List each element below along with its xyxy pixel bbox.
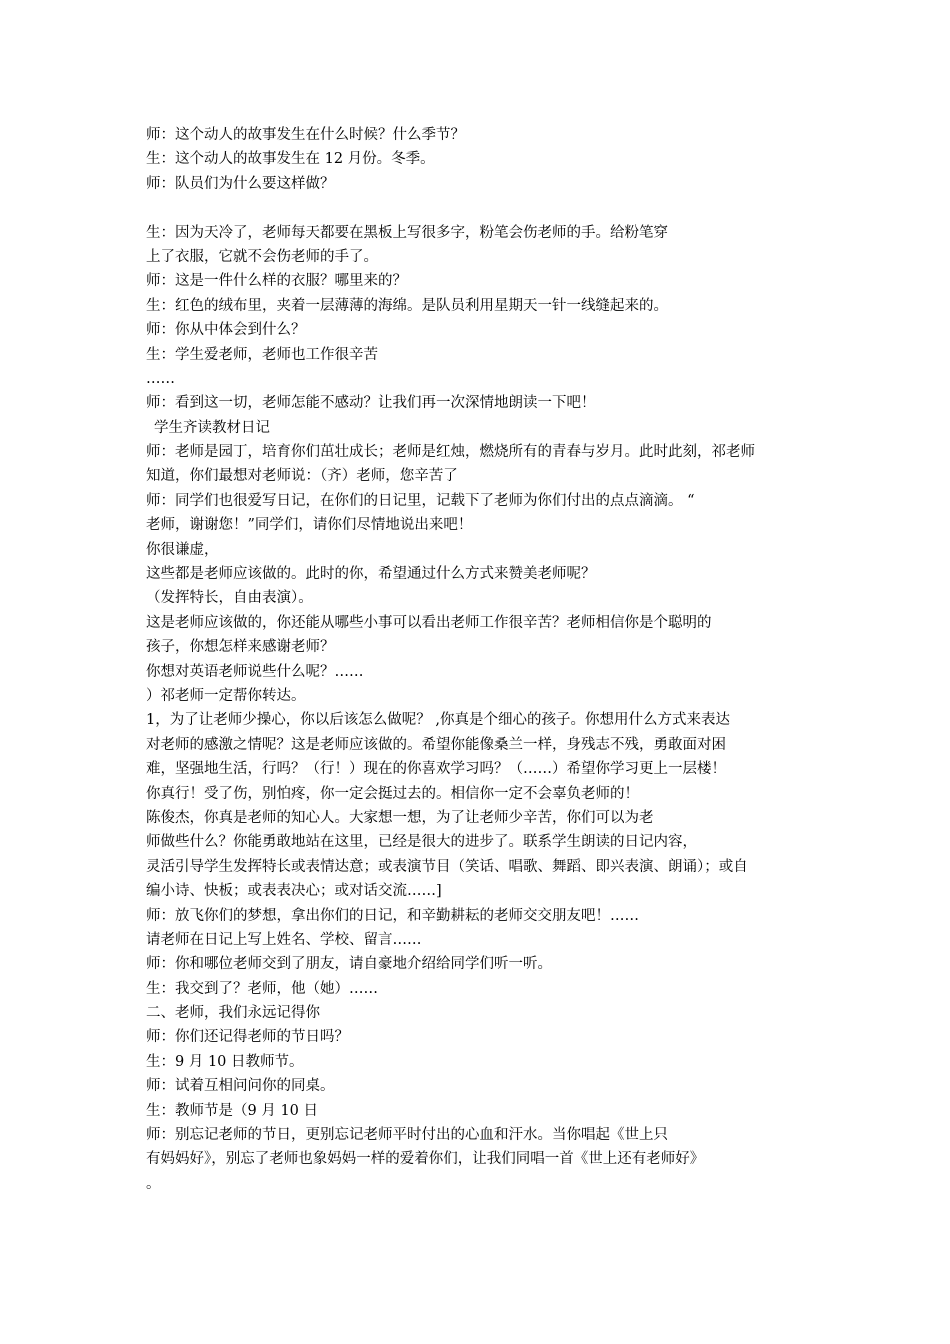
text-line: 这些都是老师应该做的。此时的你，希望通过什么方式来赞美老师呢？ [146,566,596,583]
text-line: 孩子，你想怎样来感谢老师？ [146,639,335,656]
text-line: 师：这个动人的故事发生在什么时候？什么季节？ [146,127,465,143]
text-line: 师：同学们也很爱写日记，在你们的日记里，记载下了老师为你们付出的点点滴滴。 “ [146,492,695,509]
text-line: 师：看到这一切，老师怎能不感动？让我们再一次深情地朗读一下吧！ [146,395,596,412]
text-line: 生：我交到了？老师，他（她）…… [146,980,378,997]
text-line: 编小诗、快板；或表表决心；或对话交流……] [146,883,442,900]
text-line: 师：你从中体会到什么？ [146,322,306,339]
text-line: 难，坚强地生活，行吗？（行！）现在的你喜欢学习吗？（……）希望你学习更上一层楼！ [146,761,726,778]
text-line: 师：试着互相问问你的同桌。 [146,1078,335,1095]
text-line: 你很谦虚， [146,541,219,558]
text-line: 学生齐读教材日记 [154,419,270,436]
blank-line [146,196,810,220]
text-line: 上了衣服，它就不会伤老师的手了。 [146,248,378,265]
text-line: 你想对英语老师说些什么呢？…… [146,663,364,680]
text-line: 师：别忘记老师的节日，更别忘记老师平时付出的心血和汗水。当你唱起《世上只 [146,1127,668,1144]
document-body [146,123,810,1196]
text-line: 请老师在日记上写上姓名、学校、留言…… [146,931,422,948]
text-line: 对老师的感激之情呢？这是老师应该做的。希望你能像桑兰一样，身残志不残，勇敢面对困 [146,736,726,753]
text-line: 生：因为天冷了，老师每天都要在黑板上写很多字，粉笔会伤老师的手。给粉笔穿 [146,224,668,241]
text-line: 师做些什么？你能勇敢地站在这里，已经是很大的进步了。联系学生朗读的日记内容， [146,834,697,851]
text-line: …… [146,370,175,387]
section-heading: 二、老师，我们永远记得你 [146,1005,320,1022]
text-line: 灵活引导学生发挥特长或表情达意；或表演节目（笑话、唱歌、舞蹈、即兴表演、朗诵）；或自 [146,858,748,875]
text-line: 陈俊杰，你真是老师的知心人。大家想一想，为了让老师少辛苦，你们可以为老 [146,809,654,826]
text-line: 生：红色的绒布里，夹着一层薄薄的海绵。是队员利用星期天一针一线缝起来的。 [146,297,668,314]
text-line: 老师，谢谢您！”同学们，请你们尽情地说出来吧！ [146,517,473,534]
text-line: 生：学生爱老师，老师也工作很辛苦 [146,346,378,363]
text-line: 生：9 月 10 日教师节。 [146,1053,304,1070]
text-line: 师：放飞你们的梦想，拿出你们的日记，和辛勤耕耘的老师交交朋友吧！…… [146,907,639,924]
text-line: 。 [146,1175,161,1192]
text-line: （发挥特长，自由表演）。 [146,590,313,607]
text-line: 师：你们还记得老师的节日吗？ [146,1029,349,1046]
text-line: 生：这个动人的故事发生在 12 月份。冬季。 [146,151,435,168]
text-line: 生：教师节是（9 月 10 日 [146,1102,319,1119]
text-line: 师：你和哪位老师交到了朋友，请自豪地介绍给同学们听一听。 [146,956,552,973]
text-line: 有妈妈好》，别忘了老师也象妈妈一样的爱着你们，让我们同唱一首《世上还有老师好》 [146,1151,705,1168]
text-line: 你真行！受了伤，别怕疼，你一定会挺过去的。相信你一定不会辜负老师的！ [146,785,639,802]
text-line: 这是老师应该做的，你还能从哪些小事可以看出老师工作很辛苦？老师相信你是个聪明的 [146,614,712,631]
text-line: 知道，你们最想对老师说：（齐）老师，您辛苦了 [146,468,458,485]
text-line: 1，为了让老师少操心，你以后该怎么做呢？ ,你真是个细心的孩子。你想用什么方式来表达 [146,712,730,729]
text-line: 师：老师是园丁，培育你们茁壮成长；老师是红烛，燃烧所有的青春与岁月。此时此刻，祁老师 [146,444,755,461]
text-line: 师：队员们为什么要这样做？ [146,175,335,192]
text-line: 师：这是一件什么样的衣服？哪里来的？ [146,273,407,290]
text-line: ）祁老师一定帮你转达。 [146,687,306,704]
